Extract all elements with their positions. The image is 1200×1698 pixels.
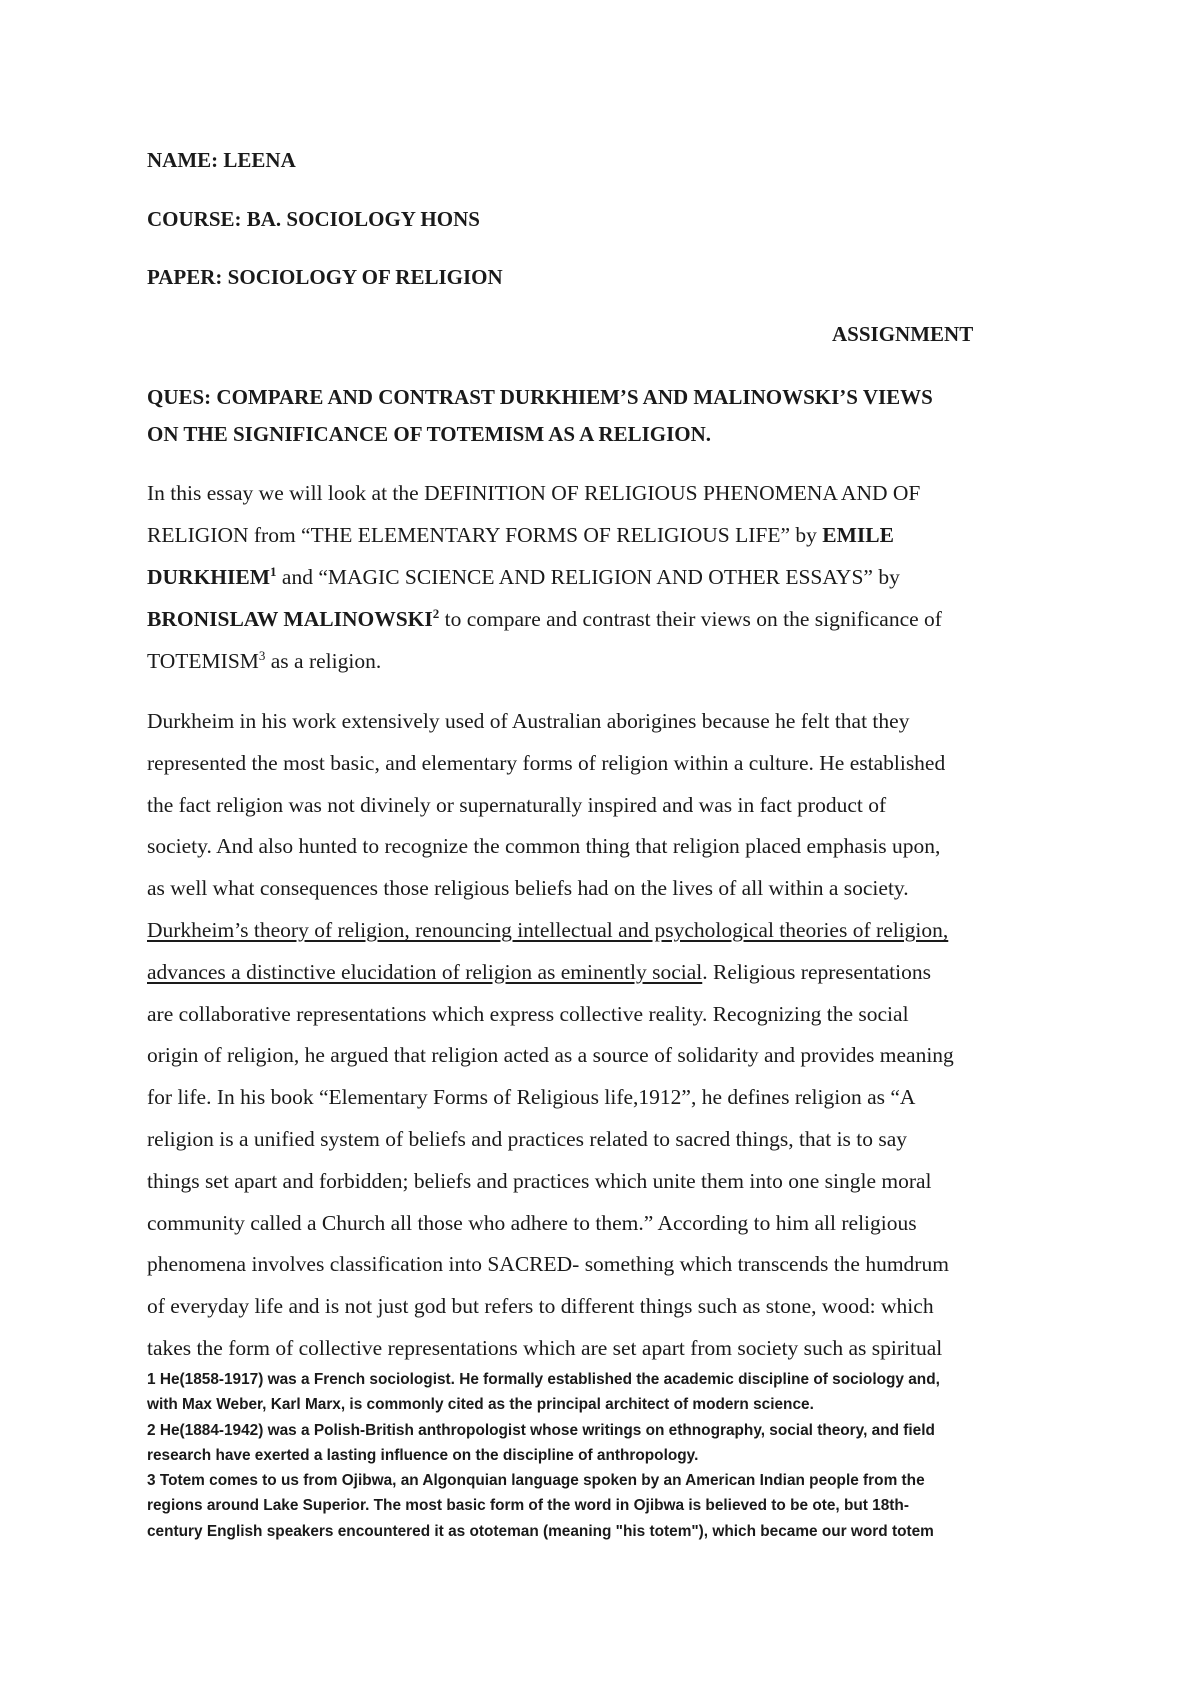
body-line: things set apart and forbidden; beliefs and practices which unite them into one single moral <box>147 1168 932 1193</box>
footnote-line: century English speakers encountered it as ototeman (meaning "his totem"), which became our word totem <box>147 1522 934 1540</box>
body-paragraph <box>147 701 1077 1370</box>
body-line: Durkheim in his work extensively used of Australian aborigines because he felt that they <box>147 709 910 733</box>
body-line: are collaborative representations which express collective reality. Recognizing the social <box>147 1001 909 1026</box>
author-name: BRONISLAW MALINOWSKI <box>147 607 433 631</box>
footnote-line: 3 Totem comes to us from Ojibwa, an Algonquian language spoken by an American Indian people from the <box>147 1472 925 1490</box>
footnote-line: 2 He(1884-1942) was a Polish-British anthropologist whose writings on ethnography, social theory, and field <box>147 1421 935 1439</box>
body-line <box>147 910 1077 952</box>
body-line: the fact religion was not divinely or supernaturally inspired and was in fact product of <box>147 792 887 817</box>
text-run: TOTEMISM <box>147 649 259 673</box>
body-line: phenomena involves classification into SACRED- something which transcends the humdrum <box>147 1252 949 1277</box>
body-line: for life. In his book “Elementary Forms of Religious life,1912”, he defines religion as “A <box>147 1085 916 1110</box>
body-line: takes the form of collective representations which are set apart from society such as spiritual <box>147 1335 943 1360</box>
body-line: of everyday life and is not just god but refers to different things such as stone, wood: which <box>147 1294 934 1319</box>
text-run: to compare and contrast their views on the significance of <box>439 607 942 631</box>
body-line: represented the most basic, and elementary forms of religion within a culture. He established <box>147 750 946 775</box>
footnote-ref: 3 <box>258 647 266 663</box>
text-run: RELIGION from “THE ELEMENTARY FORMS OF RELIGIOUS LIFE” by <box>147 523 823 547</box>
question-heading <box>147 379 1067 453</box>
intro-paragraph <box>147 472 1077 682</box>
body-line: origin of religion, he argued that religion acted as a source of solidarity and provides meaning <box>147 1043 954 1068</box>
footnote-line: 1 He(1858-1917) was a French sociologist. He formally established the academic discipline of sociology and, <box>147 1371 940 1388</box>
footnote-ref: 2 <box>432 605 440 621</box>
intro-line: In this essay we will look at the DEFINITION OF RELIGIOUS PHENOMENA AND OF <box>147 481 921 505</box>
body-line: as well what consequences those religious beliefs had on the lives of all within a society. <box>147 876 909 901</box>
intro-line <box>147 640 1077 682</box>
text-run: as a religion. <box>265 649 382 673</box>
body-line <box>147 952 1077 994</box>
body-line: community called a Church all those who adhere to them.” According to him all religious <box>147 1210 917 1235</box>
text-run: . Religious representations <box>702 959 931 984</box>
question-line: QUES: COMPARE AND CONTRAST DURKHIEM’S AND MALINOWSKI’S VIEWS <box>147 385 933 409</box>
body-line: society. And also hunted to recognize the common thing that religion placed emphasis upon, <box>147 834 941 859</box>
question-line: ON THE SIGNIFICANCE OF TOTEMISM AS A RELIGION. <box>147 422 712 446</box>
course-line: COURSE: BA. SOCIOLOGY HONS <box>147 207 480 231</box>
footnotes <box>147 1367 1067 1544</box>
body-line: religion is a unified system of beliefs and practices related to sacred things, that is to say <box>147 1126 908 1151</box>
author-name: EMILE <box>822 523 894 547</box>
footnote-line: regions around Lake Superior. The most basic form of the word in Ojibwa is believed to be ote, but 18th- <box>147 1497 909 1515</box>
footnote-line: research have exerted a lasting influence on the discipline of anthropology. <box>147 1446 699 1464</box>
footnote-ref: 1 <box>270 563 277 579</box>
author-name: DURKHIEM <box>147 565 271 589</box>
text-run: and “MAGIC SCIENCE AND RELIGION AND OTHER ESSAYS” by <box>276 565 900 589</box>
intro-line <box>147 598 1077 640</box>
intro-line <box>147 514 1077 556</box>
student-name: NAME: LEENA <box>147 148 296 172</box>
assignment-heading: ASSIGNMENT <box>832 322 974 346</box>
footnote-line: with Max Weber, Karl Marx, is commonly cited as the principal architect of modern science. <box>147 1396 814 1414</box>
underlined-text: Durkheim’s theory of religion, renouncing intellectual and psychological theories of religion, <box>147 917 949 942</box>
intro-line <box>147 556 1077 598</box>
underlined-text: advances a distinctive elucidation of religion as eminently social <box>147 959 703 984</box>
paper-line: PAPER: SOCIOLOGY OF RELIGION <box>147 265 503 289</box>
